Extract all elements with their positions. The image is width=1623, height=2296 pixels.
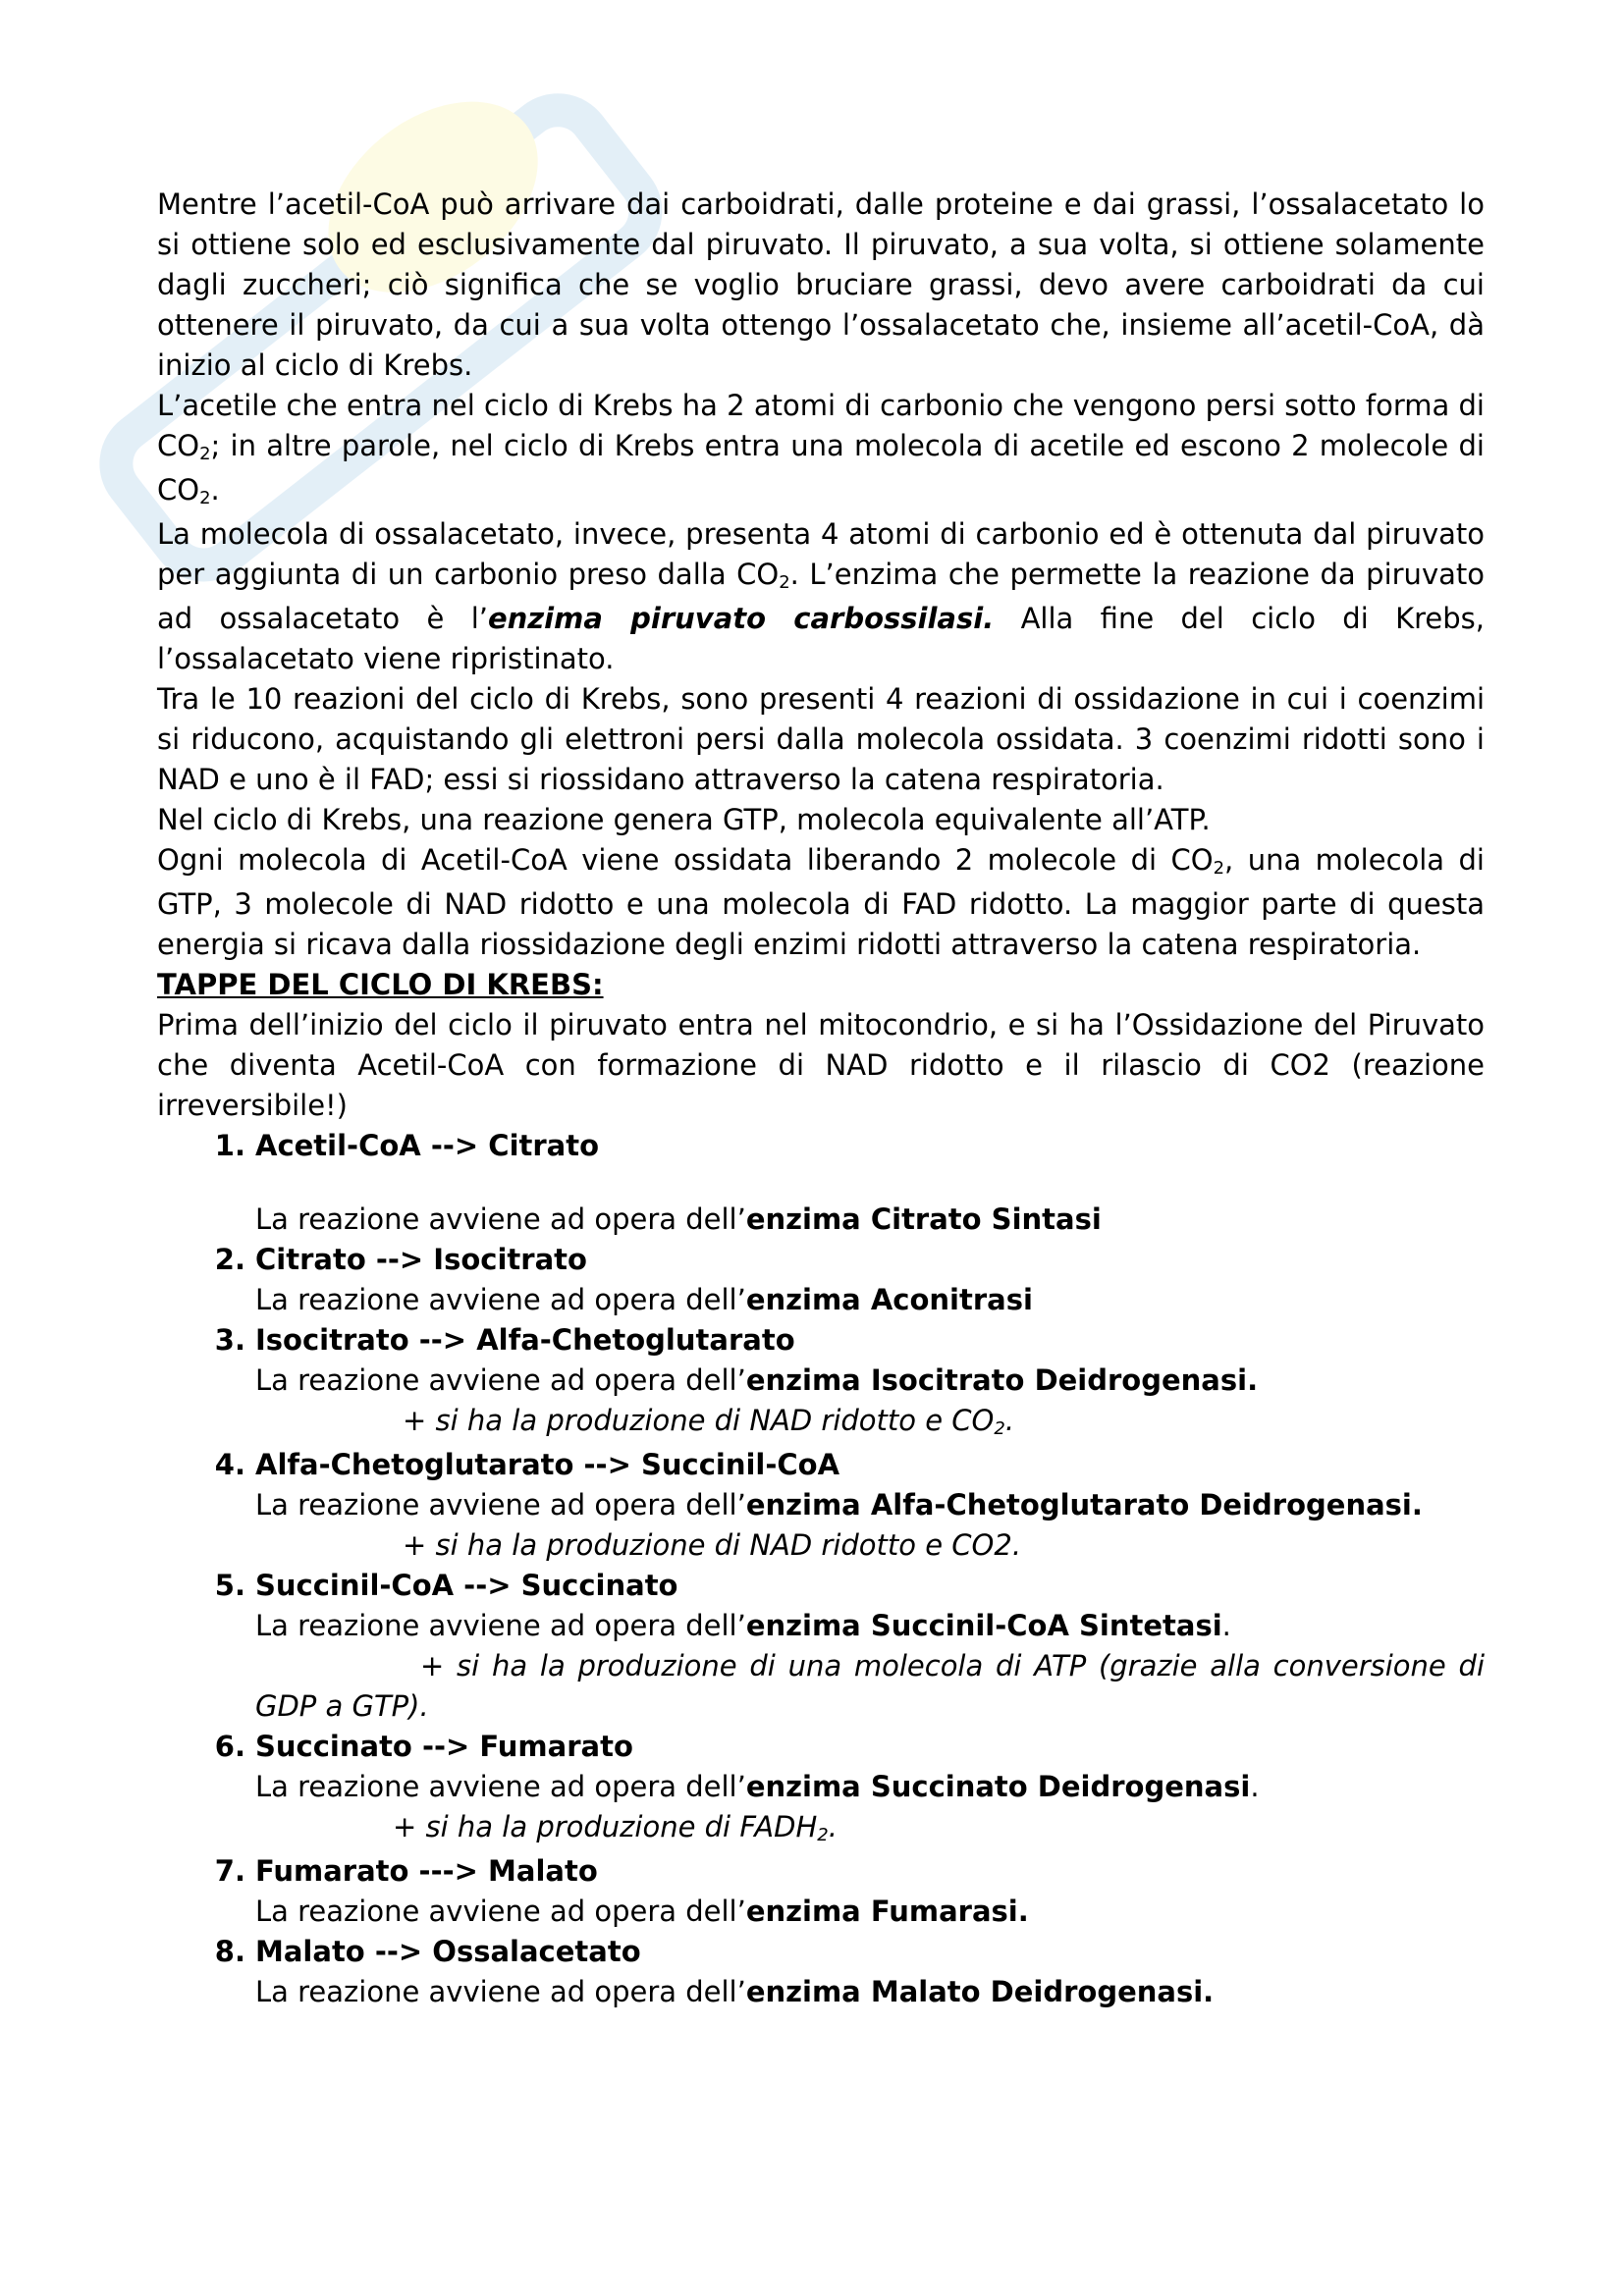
step-3	[157, 1320, 1485, 1445]
step-title: Succinil-CoA --> Succinato	[255, 1569, 678, 1602]
step-6	[157, 1727, 1485, 1851]
step-2	[157, 1240, 1485, 1320]
step-number: 6.	[214, 1730, 245, 1763]
step-note: + si ha la produzione di NAD ridotto e $CO_2$.	[403, 1404, 1015, 1440]
step-7	[157, 1851, 1485, 1932]
step-title: Acetil-CoA --> Citrato	[255, 1129, 600, 1162]
step-8	[157, 1932, 1485, 2012]
intro-paragraph: Prima dell’inizio del ciclo il piruvato entra nel mitocondrio, e si ha l’Ossidazione del Piruvato che diventa Acetil-CoA con formazione di NAD ridotto e il rilascio di CO2 (reazione irreversibile!)	[157, 1008, 1485, 1122]
step-enzyme: La reazione avviene ad opera dell’enzima Citrato Sintasi	[255, 1202, 1102, 1236]
paragraphs	[157, 185, 1485, 965]
step-number: 8.	[214, 1935, 245, 1968]
step-title: Fumarato ---> Malato	[255, 1854, 598, 1888]
step-enzyme: La reazione avviene ad opera dell’enzima Isocitrato Deidrogenasi.	[255, 1363, 1259, 1397]
step-number: 2.	[214, 1243, 245, 1276]
step-enzyme: La reazione avviene ad opera dell’enzima Succinato Deidrogenasi.	[255, 1770, 1260, 1803]
step-enzyme: La reazione avviene ad opera dell’enzima Succinil-CoA Sintetasi.	[255, 1609, 1231, 1642]
paragraph-1: Mentre l’acetil-CoA può arrivare dai carboidrati, dalle proteine e dai grassi, l’ossalacetato lo si ottiene solo ed esclusivamente dal piruvato. Il piruvato, a sua volta, si ottiene solamente dagli zuccheri; ciò significa che se voglio bruciare grassi, devo avere carboidrati da cui ottenere il piruvato, da cui a sua volta ottengo l’ossalacetato che, insieme all’acetil-CoA, dà inizio al ciclo di Krebs.	[157, 187, 1485, 382]
step-enzyme: La reazione avviene ad opera dell’enzima Aconitrasi	[255, 1283, 1033, 1316]
step-number: 7.	[214, 1854, 245, 1888]
step-enzyme: La reazione avviene ad opera dell’enzima Fumarasi.	[255, 1895, 1029, 1928]
step-1	[157, 1126, 1485, 1240]
paragraph-6: Ogni molecola di Acetil-CoA viene ossidata liberando 2 molecole di $CO_2$, una molecola di GTP, 3 molecole di NAD ridotto e una molecola di FAD ridotto. La maggior parte di questa energia si ricava dalla riossidazione degli enzimi ridotti attraverso la catena respiratoria.	[157, 843, 1485, 961]
step-number: 5.	[214, 1569, 245, 1602]
step-note: + si ha la produzione di $FADH_2$.	[393, 1810, 838, 1846]
paragraph-5: Nel ciclo di Krebs, una reazione genera GTP, molecola equivalente all’ATP.	[157, 803, 1211, 836]
step-4	[157, 1445, 1485, 1566]
step-number: 4.	[214, 1448, 245, 1481]
paragraph-3: La molecola di ossalacetato, invece, presenta 4 atomi di carbonio ed è ottenuta dal piruvato per aggiunta di un carbonio preso dalla $CO_2$. L’enzima che permette la reazione da piruvato ad ossalacetato è l’enzima piruvato carbossilasi. Alla fine del ciclo di Krebs, l’ossalacetato viene ripristinato.	[157, 517, 1486, 675]
paragraph-4: Tra le 10 reazioni del ciclo di Krebs, sono presenti 4 reazioni di ossidazione in cui i coenzimi si riducono, acquistando gli elettroni persi dalla molecola ossidata. 3 coenzimi ridotti sono i NAD e uno è il FAD; essi si riossidano attraverso la catena respiratoria.	[157, 682, 1485, 796]
section-heading: TAPPE DEL CICLO DI KREBS:	[157, 968, 604, 1001]
step-title: Succinato --> Fumarato	[255, 1730, 633, 1763]
step-title: Malato --> Ossalacetato	[255, 1935, 641, 1968]
step-title: Isocitrato --> Alfa-Chetoglutarato	[255, 1323, 795, 1357]
document-body	[157, 185, 1485, 2012]
step-title: Alfa-Chetoglutarato --> Succinil-CoA	[255, 1448, 840, 1481]
step-enzyme: La reazione avviene ad opera dell’enzima Malato Deidrogenasi.	[255, 1975, 1215, 2008]
step-number: 1.	[214, 1129, 245, 1162]
step-title: Citrato --> Isocitrato	[255, 1243, 587, 1276]
paragraph-2: L’acetile che entra nel ciclo di Krebs ha 2 atomi di carbonio che vengono persi sotto forma di $CO_2$; in altre parole, nel ciclo di Krebs entra una molecola di acetile ed escono 2 molecole di $CO_2$.	[157, 389, 1485, 509]
step-enzyme: La reazione avviene ad opera dell’enzima Alfa-Chetoglutarato Deidrogenasi.	[255, 1488, 1423, 1522]
step-5	[157, 1566, 1485, 1727]
step-note: + si ha la produzione di una molecola di ATP (grazie alla conversione di GDP a GTP).	[255, 1649, 1485, 1723]
step-note: + si ha la produzione di NAD ridotto e CO2.	[403, 1528, 1022, 1562]
step-number: 3.	[214, 1323, 245, 1357]
steps-list	[157, 1126, 1485, 2012]
